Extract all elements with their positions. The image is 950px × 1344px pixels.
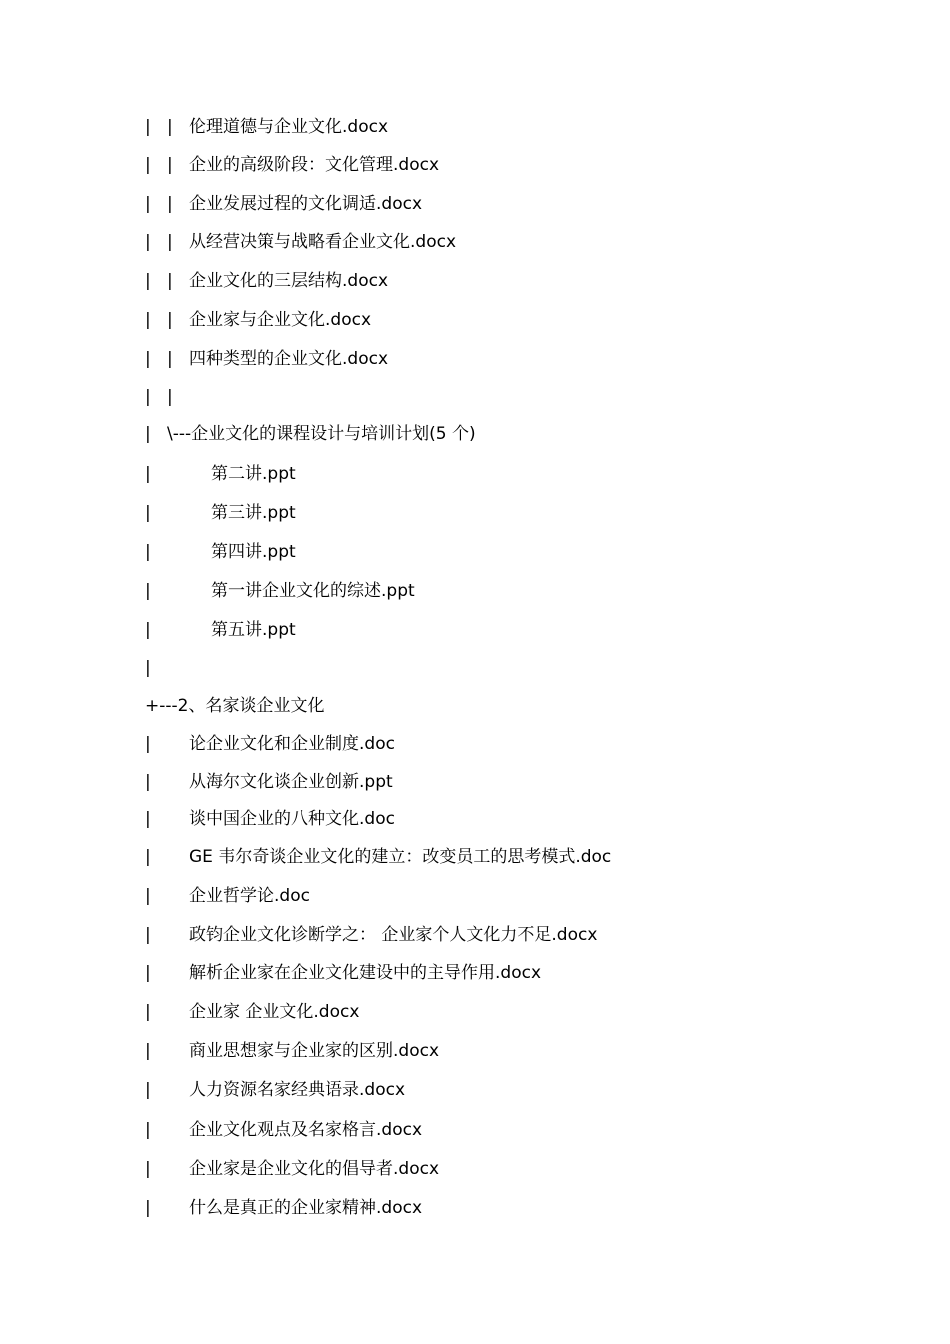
file-name: 企业家是企业文化的倡导者.docx [189, 1159, 440, 1179]
file-name: 什么是真正的企业家精神.docx [189, 1198, 423, 1218]
tree-pipe: | [167, 232, 173, 252]
tree-line [145, 462, 296, 486]
file-name: 论企业文化和企业制度.doc [189, 734, 395, 754]
tree-pipe: | [145, 620, 151, 640]
file-name: 第一讲企业文化的综述.ppt [211, 581, 415, 601]
tree-pipe: | [145, 1002, 151, 1022]
tree-pipe: | [145, 1120, 151, 1140]
file-name: 谈中国企业的八种文化.doc [189, 809, 395, 829]
tree-pipe: | [145, 117, 151, 137]
tree-line-folder [145, 422, 476, 446]
tree-line [145, 501, 296, 525]
file-name: 第四讲.ppt [211, 542, 296, 562]
tree-line-folder [145, 694, 325, 718]
tree-pipe: | [145, 772, 151, 792]
file-name: GE 韦尔奇谈企业文化的建立：改变员工的思考模式.doc [189, 847, 612, 867]
tree-line [145, 115, 389, 139]
tree-pipe: | [167, 349, 173, 369]
tree-pipe: | [145, 310, 151, 330]
tree-pipe: | [145, 925, 151, 945]
file-name: 企业家与企业文化.docx [189, 310, 372, 330]
file-name: 企业的高级阶段：文化管理.docx [189, 155, 440, 175]
tree-pipe: | [145, 1041, 151, 1061]
file-name: 从经营决策与战略看企业文化.docx [189, 232, 457, 252]
file-name: 第二讲.ppt [211, 464, 296, 484]
file-name: 企业发展过程的文化调适.docx [189, 194, 423, 214]
tree-pipe: | [145, 658, 151, 678]
tree-pipe: | [145, 194, 151, 214]
file-name: 企业哲学论.doc [189, 886, 310, 906]
tree-pipe: | [145, 349, 151, 369]
tree-line [145, 192, 423, 216]
tree-pipe: | [145, 503, 151, 523]
tree-line [145, 770, 393, 794]
tree-pipe: | [145, 1080, 151, 1100]
tree-line [145, 618, 296, 642]
file-name: 解析企业家在企业文化建设中的主导作用.docx [189, 963, 542, 983]
tree-pipe: | [145, 424, 151, 444]
tree-pipe: | [145, 271, 151, 291]
tree-line [145, 923, 598, 947]
tree-line [145, 845, 612, 869]
tree-line [145, 308, 372, 332]
folder-name: \---企业文化的课程设计与培训计划(5 个) [167, 424, 476, 444]
tree-line [145, 347, 389, 371]
tree-pipe: | [145, 232, 151, 252]
tree-line [145, 269, 389, 293]
tree-pipe: | [145, 886, 151, 906]
tree-pipe: | [167, 155, 173, 175]
tree-line [145, 1039, 440, 1063]
tree-line [145, 961, 542, 985]
tree-pipe: | [167, 387, 173, 407]
tree-pipe: | [145, 847, 151, 867]
file-name: 四种类型的企业文化.docx [189, 349, 389, 369]
tree-pipe: | [167, 117, 173, 137]
tree-pipe: | [145, 542, 151, 562]
tree-pipe: | [145, 464, 151, 484]
tree-line [145, 579, 415, 603]
file-name: 企业家 企业文化.docx [189, 1002, 360, 1022]
tree-line [145, 540, 296, 564]
tree-line [145, 656, 167, 680]
tree-pipe: | [167, 194, 173, 214]
file-name: 第三讲.ppt [211, 503, 296, 523]
file-name: 企业文化观点及名家格言.docx [189, 1120, 423, 1140]
file-name: 伦理道德与企业文化.docx [189, 117, 389, 137]
file-name: 人力资源名家经典语录.docx [189, 1080, 406, 1100]
tree-pipe: | [145, 581, 151, 601]
tree-line [145, 807, 395, 831]
tree-pipe: | [167, 310, 173, 330]
folder-name: +---2、名家谈企业文化 [145, 696, 325, 716]
tree-line [145, 153, 440, 177]
tree-line [145, 1157, 440, 1181]
tree-pipe: | [145, 1159, 151, 1179]
file-name: 商业思想家与企业家的区别.docx [189, 1041, 440, 1061]
tree-pipe: | [145, 1198, 151, 1218]
file-name: 企业文化的三层结构.docx [189, 271, 389, 291]
tree-pipe: | [167, 271, 173, 291]
tree-pipe: | [145, 963, 151, 983]
file-name: 第五讲.ppt [211, 620, 296, 640]
tree-line [145, 385, 173, 409]
tree-line [145, 1196, 423, 1220]
tree-line [145, 884, 310, 908]
tree-line [145, 1000, 360, 1024]
tree-line [145, 230, 457, 254]
tree-line [145, 1118, 423, 1142]
tree-pipe: | [145, 734, 151, 754]
tree-pipe: | [145, 809, 151, 829]
file-name: 政钧企业文化诊断学之： 企业家个人文化力不足.docx [189, 925, 598, 945]
file-name: 从海尔文化谈企业创新.ppt [189, 772, 393, 792]
tree-pipe: | [145, 155, 151, 175]
tree-line [145, 732, 395, 756]
tree-pipe: | [145, 387, 151, 407]
tree-line [145, 1078, 406, 1102]
